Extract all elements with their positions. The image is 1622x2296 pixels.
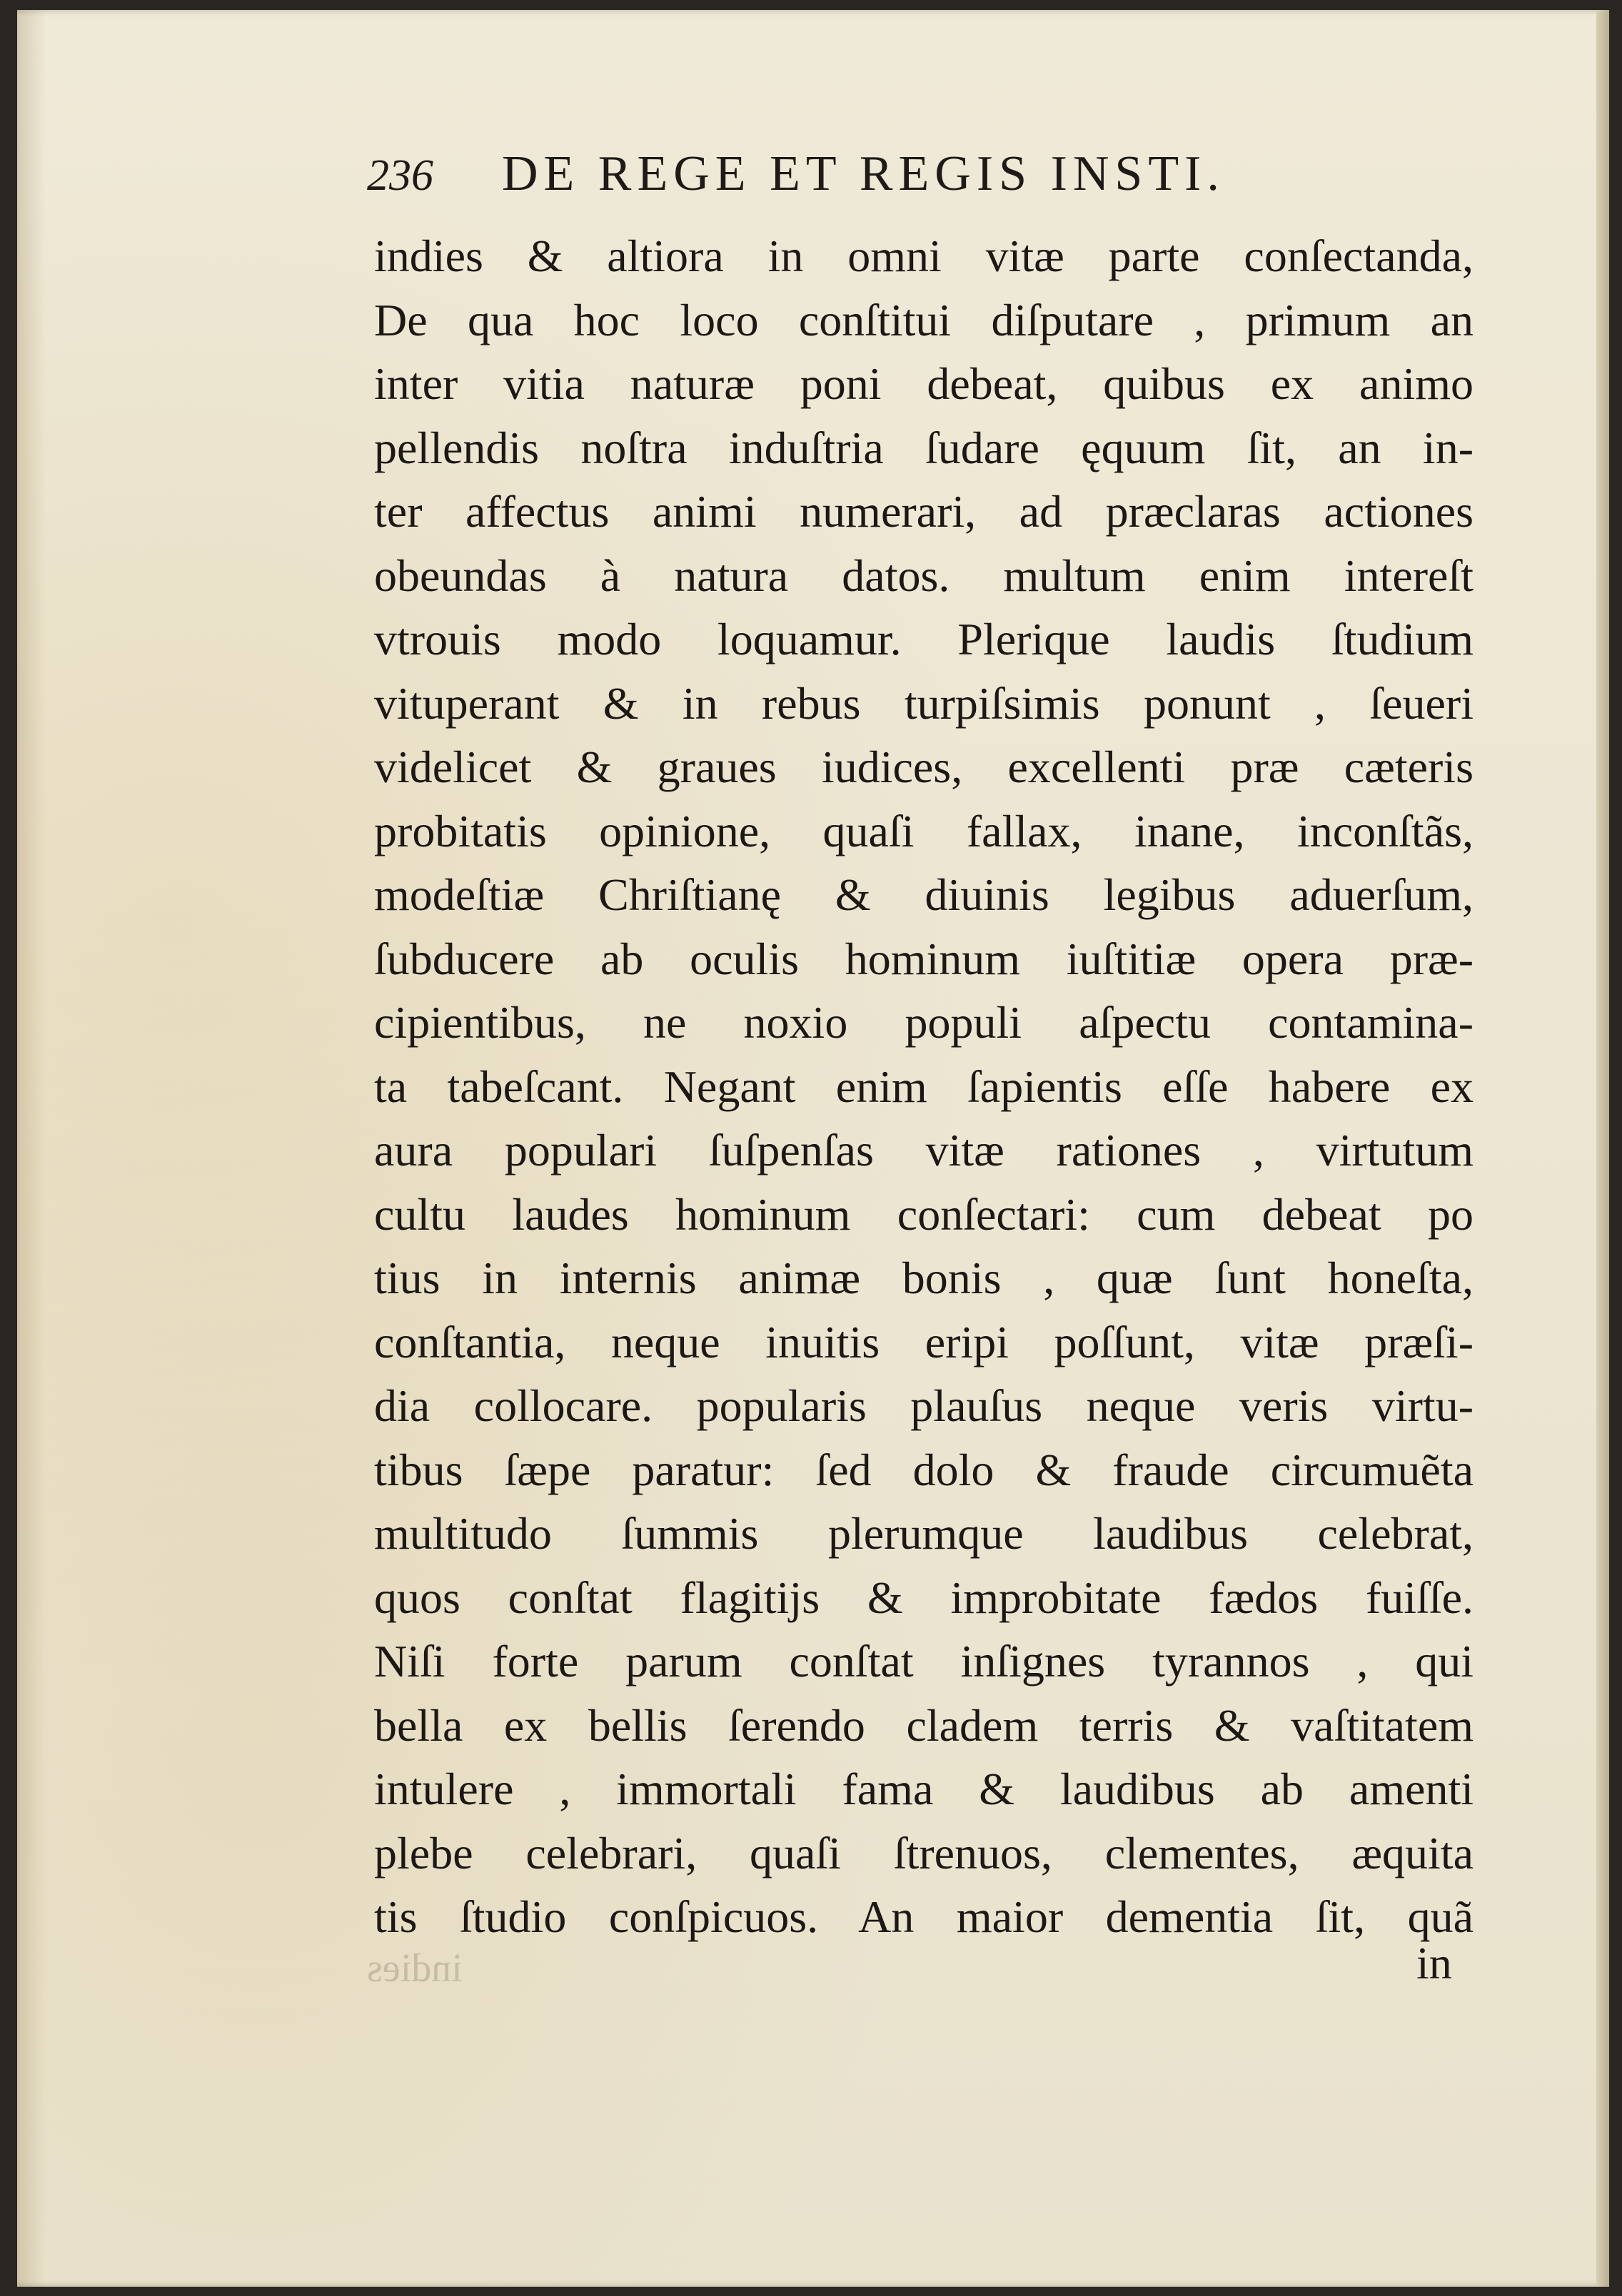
text-line: conſtantia, neque inuitis eripi poſſunt, vitæ præſi- [374,1316,1474,1367]
text-line: dia collocare. popularis plauſus neque veris virtu- [374,1380,1474,1431]
text-line: ter affectus animi numerari, ad præclaras actiones [374,486,1474,537]
text-line: tis ſtudio conſpicuos. An maior dementia ſit, quã [374,1891,1474,1942]
text-line: tius in internis animæ bonis , quæ ſunt honeſta, [374,1253,1474,1303]
body-text [374,224,1474,1949]
page-number: 236 [367,151,433,200]
text-line: probitatis opinione, quaſi fallax, inane, inconſtãs, [374,805,1474,856]
text-line: bella ex bellis ſerendo cladem terris & vaſtitatem [374,1699,1474,1751]
text-line: inter vitia naturæ poni debeat, quibus ex animo [374,358,1474,409]
text-line: modeſtiæ Chriſtianę & diuinis legibus aduerſum, [374,869,1474,920]
text-line: vtrouis modo loquamur. Plerique laudis ſtudium [374,614,1474,664]
running-title: DE REGE ET REGIS INSTI. [502,146,1225,201]
text-line: quos conſtat flagitijs & improbitate fædos fuiſſe. [374,1572,1474,1623]
page-header [367,146,1474,224]
text-line: cultu laudes hominum conſectari: cum debeat po [374,1188,1474,1240]
page-edge [1596,10,1609,2287]
text-line: aura populari ſuſpenſas vitæ rationes , virtutum [374,1125,1474,1175]
text-line: intulere , immortali fama & laudibus ab amenti [374,1764,1474,1814]
text-line: Niſi forte parum conſtat inſignes tyrannos , qui [374,1636,1474,1686]
text-line: De qua hoc loco conſtitui diſputare , primum an [374,294,1474,345]
text-line: cipientibus, ne noxio populi aſpectu contamina- [374,997,1474,1048]
text-line: vituperant & in rebus turpiſsimis ponunt , ſeueri [374,677,1474,729]
text-line: obeundas à natura datos. multum enim intereſt [374,550,1474,601]
text-line: plebe celebrari, quaſi ſtrenuos, clementes, æquita [374,1827,1474,1878]
text-line: ta tabeſcant. Negant enim ſapientis eſſe habere ex [374,1061,1474,1112]
text-line: videlicet & graues iudices, excellenti præ cæteris [374,742,1474,792]
catchword: in [1416,1938,1452,1988]
text-line: ſubducere ab oculis hominum iuſtitiæ opera præ- [374,933,1474,984]
text-line: pellendis noſtra induſtria ſudare ęquum ſit, an in- [374,422,1474,473]
text-line: multitudo ſummis plerumque laudibus celebrat, [374,1508,1474,1559]
show-through-text: indies [367,1946,463,1991]
text-line: indies & altiora in omni vitæ parte conſectanda, [374,231,1474,281]
book-page [17,10,1609,2287]
text-line: tibus ſæpe paratur: ſed dolo & fraude circumuẽta [374,1444,1474,1495]
